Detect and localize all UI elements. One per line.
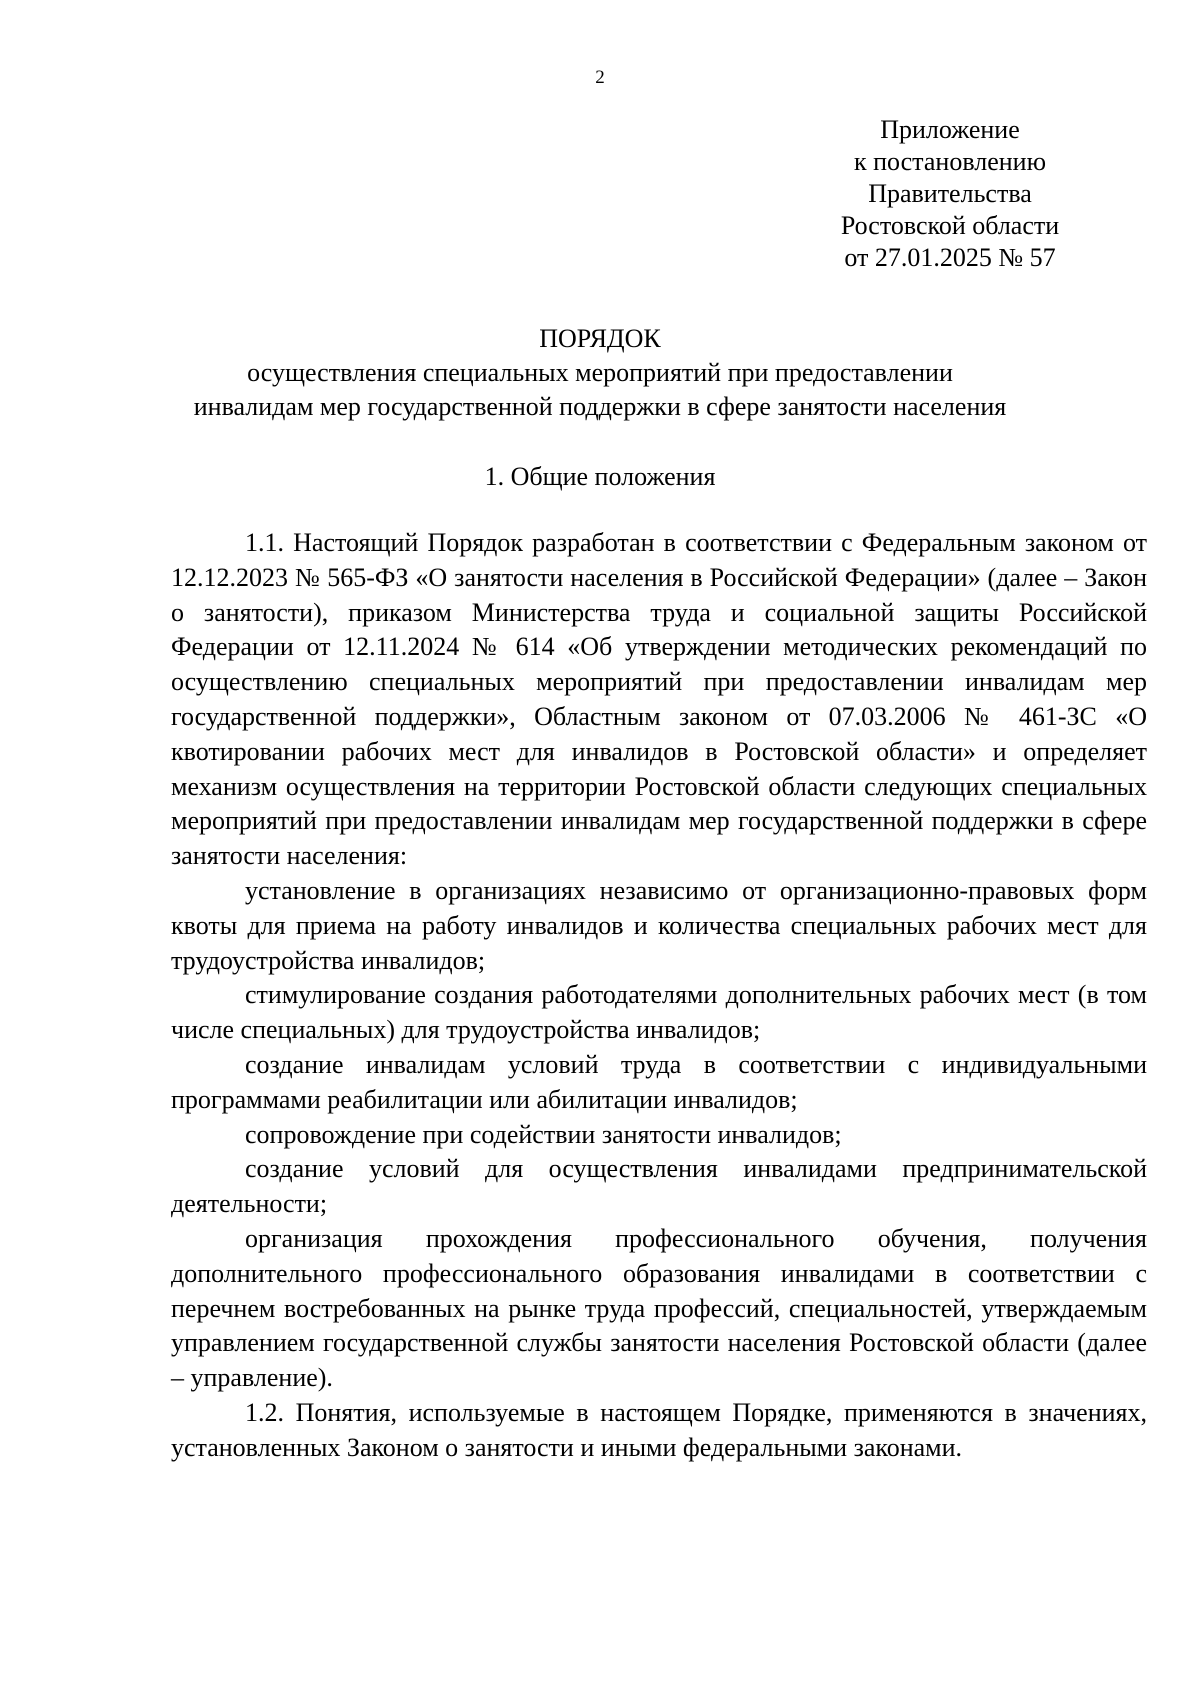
list-item-quota: установление в организациях независимо от организационно-правовых форм квоты для приема на работу инвалидов и количества специальных рабочих мест для трудоустройства инвалидов; [171,875,1147,975]
list-item-stimulation: стимулирование создания работодателями дополнительных рабочих мест (в том числе специальных) для трудоустройства инвалидов; [171,980,1147,1045]
section-body [171,526,1147,1466]
document-subtitle-line: осуществления специальных мероприятий при предоставлении [247,358,953,387]
page-number: 2 [595,67,605,88]
appendix-line: Правительства [868,179,1032,208]
document-subtitle-line: инвалидам мер государственной поддержки в сфере занятости населения [193,392,1007,421]
appendix-line: к постановлению [853,147,1047,176]
document-title: ПОРЯДОК [539,324,661,353]
appendix-line: от 27.01.2025 № 57 [844,243,1056,272]
appendix-line: Ростовской области [840,211,1060,240]
list-item-work-conditions: создание инвалидам условий труда в соответствии с индивидуальными программами реабилитации или абилитации инвалидов; [171,1049,1147,1114]
document-title-block [0,322,1200,424]
appendix-line: Приложение [880,115,1020,144]
list-item-training: организация прохождения профессионального обучения, получения дополнительного профессионального образования инвалидами в соответствии с перечнем востребованных на рынке труда профессий, специальностей, утверждаемым управлением государственной службы занятости населения Ростовской области (далее – управление). [171,1223,1147,1393]
appendix-block [820,114,1080,274]
list-item-support: сопровождение при содействии занятости инвалидов; [245,1119,842,1149]
paragraph-1-1: 1.1. Настоящий Порядок разработан в соответствии с Федеральным законом от 12.12.2023 № 565-ФЗ «О занятости населения в Российской Федерации» (далее – Закон о занятости), приказом Министерства труда и социальной защиты Российской Федерации от 12.11.2024 № 614 «Об утверждении методических рекомендаций по осуществлению специальных мероприятий при предоставлении инвалидам мер государственной поддержки», Областным законом от 07.03.2006 № 461-ЗС «О квотировании рабочих мест для инвалидов в Ростовской области» и определяет механизм осуществления на территории Ростовской области следующих специальных мероприятий при предоставлении инвалидам мер государственной поддержки в сфере занятости населения: [171,528,1147,871]
section-heading: 1. Общие положения [484,462,716,491]
paragraph-1-2: 1.2. Понятия, используемые в настоящем Порядке, применяются в значениях, установленных Законом о занятости и иными федеральными законами. [171,1397,1147,1462]
list-item-entrepreneurship: создание условий для осуществления инвалидами предпринимательской деятельности; [171,1154,1147,1219]
